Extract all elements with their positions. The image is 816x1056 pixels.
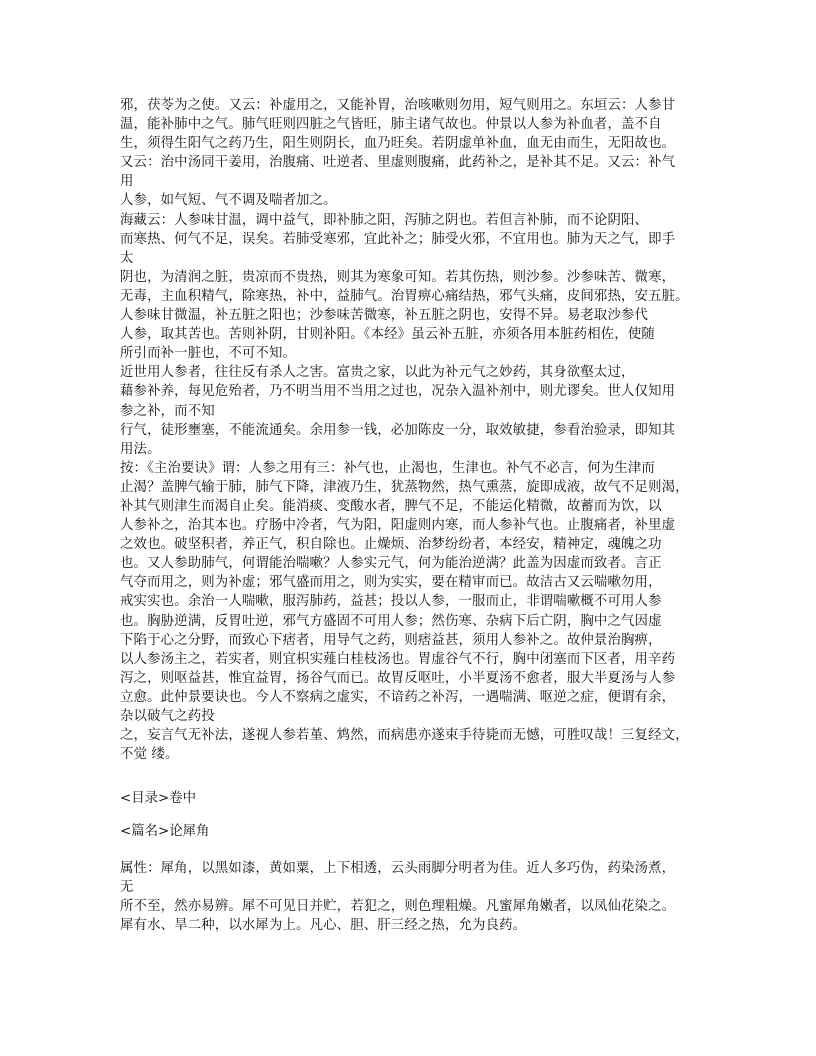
text-line: 生，须得生阳气之药乃生，阳生则阴长，血乃旺矣。若阴虚单补血，血无由而生，无阳故也。 bbox=[120, 136, 676, 152]
text-line: 犀有水、旱二种，以水犀为上。凡心、胆、肝三经之热，允为良药。 bbox=[120, 918, 527, 934]
text-line: 之，妄言气无补法，遂视人参若堇、鸩然，而病患亦遂束手待毙而无憾，可胜叹哉！三复经文， bbox=[120, 728, 689, 744]
chapter-title: <篇名>论犀角 bbox=[120, 824, 210, 839]
text-line: 不觉 缕。 bbox=[120, 747, 179, 763]
text-line: 人参，取其苦也。苦则补阴，甘则补阳。《本经》虽云补五脏，亦须各用本脏药相佐，使随 bbox=[120, 327, 655, 343]
text-line: 行气，徒形壅塞，不能流通矣。余用参一钱，必加陈皮一分，取效敏捷，参看治验录，即知其 bbox=[120, 422, 676, 438]
text-line: 人参补之，治其本也。疗肠中冷者，气为阳，阳虚则内寒，而人参补气也。止腹痛者，补里虚 bbox=[120, 518, 676, 534]
text-line: 用法。 bbox=[120, 441, 161, 457]
text-line: 所引而补一脏也，不可不知。 bbox=[120, 346, 297, 362]
text-line: 属性：犀角，以黑如漆，黄如粟，上下相透，云头雨脚分明者为佳。近人多巧伪，药染汤煮， bbox=[120, 861, 676, 876]
text-line: 海藏云：人参味甘温，调中益气，即补肺之阳，泻肺之阴也。若但言补肺，而不论阴阳、 bbox=[120, 212, 649, 228]
text-line: 人参味甘微温，补五脏之阳也；沙参味苦微寒，补五脏之阴也，安得不异。易老取沙参代 bbox=[120, 308, 649, 324]
text-line: 戒实实也。余治一人喘嗽，服泻肺药，益甚；投以人参，一服而止，非谓喘嗽概不可用人参 bbox=[120, 594, 662, 610]
text-line: 藉参补养，每见危殆者，乃不明当用不当用之过也，况杂入温补剂中，则尤谬矣。世人仅知用 bbox=[120, 384, 676, 400]
text-line: 气夺而用之，则为补虚；邪气盛而用之，则为实实，要在精审而已。故洁古又云喘嗽勿用， bbox=[120, 575, 662, 591]
text-line: 用 bbox=[120, 174, 134, 190]
text-line: 人参，如气短、气不调及喘者加之。 bbox=[120, 193, 337, 209]
text-line: 近世用人参者，往往反有杀人之害。富贵之家，以此为补元气之妙药，其身欲壑太过， bbox=[120, 365, 635, 381]
text-line: 补其气则津生而渴自止矣。能消痰、变酸水者，脾气不足，不能运化精微，故蓄而为饮，以 bbox=[120, 498, 662, 514]
text-line: 也。胸胁逆满，反胃吐逆，邪气方盛固不可用人参；然伤寒、杂病下后亡阴，胸中之气因虚 bbox=[120, 613, 662, 629]
text-line: 无毒，主血积精气，除寒热，补中，益肺气。治胃痹心痛结热，邪气头痛，皮间邪热，安五脏。 bbox=[120, 288, 689, 304]
text-line: 下陷于心之分野，而致心下痞者，用导气之药，则痞益甚，须用人参补之。故仲景治胸痹， bbox=[120, 632, 662, 648]
text-line: 温，能补肺中之气。肺气旺则四脏之气皆旺，肺主诸气故也。仲景以人参为补血者，盖不自 bbox=[120, 117, 662, 133]
text-line: 阴也，为清润之脏，贵凉而不贵热，则其为寒象可知。若其伤热，则沙参。沙参味苦、微寒， bbox=[120, 269, 676, 285]
text-line: 无 bbox=[120, 880, 134, 896]
text-line: 邪，茯苓为之使。又云：补虚用之，又能补胃，治咳嗽则勿用，短气则用之。东垣云：人参甘 bbox=[120, 98, 676, 113]
text-line: 之效也。破坚积者，养正气，积自除也。止燥烦、治梦纷纷者，本经安，精神定，魂魄之功 bbox=[120, 537, 662, 553]
text-line: 泻之，则呕益甚，惟宜益胃，扬谷气而已。故胃反呕吐，小半夏汤不愈者，服大半夏汤与人参 bbox=[120, 670, 676, 686]
text-line: 立愈。此仲景要诀也。今人不察病之虚实，不谙药之补泻，一遇喘满、呕逆之症，便谓有余， bbox=[120, 689, 676, 705]
section-rhino-horn-text bbox=[120, 859, 675, 935]
text-line: 参之补，而不知 bbox=[120, 403, 215, 419]
text-line: 按：《主治要诀》谓：人参之用有三：补气也，止渴也，生津也。补气不必言，何为生津而 bbox=[120, 460, 655, 476]
text-line: 以人参汤主之，若实者，则宜枳实薤白桂枝汤也。胃虚谷气不行，胸中闭塞而下区者，用辛药 bbox=[120, 651, 676, 667]
text-line: 太 bbox=[120, 250, 134, 266]
catalog-heading: <目录>卷中 bbox=[120, 791, 197, 806]
section-ginseng-text bbox=[120, 96, 689, 764]
text-line: 又云：治中汤同干姜用，治腹痛、吐逆者、里虚则腹痛，此药补之，是补其不足。又云：补气 bbox=[120, 155, 676, 171]
text-line: 所不至，然亦易辨。犀不可见日并贮，若犯之，则色理粗燥。凡蜜犀角嫩者，以凤仙花染之。 bbox=[120, 899, 676, 915]
text-line: 杂以破气之药投 bbox=[120, 709, 215, 724]
text-line: 而寒热、何气不足，误矣。若肺受寒邪，宜此补之；肺受火邪，不宜用也。肺为天之气，即手 bbox=[120, 231, 676, 247]
text-line: 也。又人参助肺气，何谓能治喘嗽？人参实元气，何为能治逆满？此盖为因虚而致者。言正 bbox=[120, 556, 662, 572]
text-line: 止渴？盖脾气输于肺，肺气下降，津液乃生，犹蒸物然，热气熏蒸，旋即成液，故气不足则渴， bbox=[120, 479, 689, 495]
